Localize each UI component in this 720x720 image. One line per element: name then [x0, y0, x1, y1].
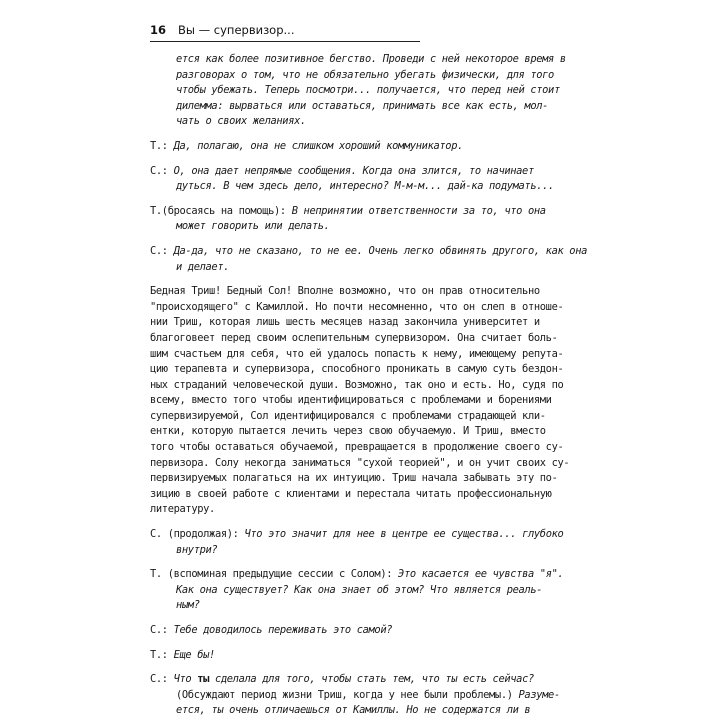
roman-text: С. (продолжая): [150, 528, 245, 541]
text-line [150, 543, 545, 559]
paragraph-gap [150, 558, 545, 567]
text-line [150, 471, 558, 487]
italic-text: чтобы убежать. Теперь посмотри... получается, что перед ней стоит [176, 84, 560, 97]
text-line [150, 393, 552, 409]
italic-text: разговорах о том, что не обязательно убегать физически, для того [176, 68, 554, 81]
roman-text: С.: [150, 624, 174, 636]
text-line [150, 623, 545, 639]
italic-text: Разуме- [518, 688, 560, 701]
page-body [150, 52, 588, 719]
roman-text: С.: [150, 244, 174, 257]
paragraph [150, 672, 560, 719]
text-line [150, 672, 545, 688]
bold-text: ты [197, 673, 210, 686]
text-line [150, 583, 545, 599]
roman-text: Т.: [150, 139, 174, 152]
text-line [150, 244, 588, 260]
roman-text: зицию в своей работе с клиентами и перестала читать профессиональную [150, 487, 552, 500]
italic-text: сделала для того, чтобы стать тем, что ты есть сейчас? [209, 673, 534, 686]
paragraph-gap [150, 155, 545, 164]
text-line [150, 567, 564, 583]
italic-text: В непринятии ответственности за то, что она [291, 204, 546, 217]
text-line [150, 502, 545, 518]
roman-text: Бедная Триш! Бедный Сол! Вполне возможно, что он прав относительно [150, 285, 540, 298]
italic-text: Тебе доводилось переживать это самой? [173, 624, 393, 636]
text-line [150, 598, 545, 614]
italic-text: О, она дает непрямые сообщения. Когда она злится, то начинает [173, 164, 534, 177]
roman-text: ных страданий человеческой души. Возможно, так оно и есть. Но, судя по [150, 378, 564, 391]
italic-text: чать о своих желаниях. [176, 115, 306, 128]
italic-text: и делает. [176, 260, 230, 273]
paragraph-gap [150, 195, 545, 204]
italic-text: Да-да, что не сказано, то не ее. Очень легко обвинять другого, как она [173, 244, 588, 257]
roman-text: всему, вместо того чтобы идентифицироваться с проблемами и борениями [150, 394, 552, 407]
text-line [150, 114, 545, 130]
paragraph [150, 648, 545, 664]
text-line [150, 378, 564, 394]
text-line [150, 487, 552, 503]
roman-text: Т.: [150, 648, 174, 661]
paragraph [150, 623, 545, 639]
roman-text: нии Триш, которая лишь шесть месяцев назад закончила университет и [150, 316, 540, 329]
italic-text: Еще бы! [173, 648, 215, 661]
italic-text: внутри? [176, 543, 218, 556]
text-line [150, 204, 545, 220]
paragraph [150, 284, 570, 518]
paragraph-gap [150, 235, 545, 244]
italic-text: может говорить или делать. [176, 220, 330, 233]
text-line [150, 688, 560, 704]
text-line [150, 409, 545, 425]
paragraph [150, 139, 545, 155]
roman-text: С.: [150, 673, 174, 686]
text-line [150, 284, 545, 300]
roman-text: шим счастьем для себя, что ей удалось попасть к нему, имеющему репута- [150, 347, 564, 360]
text-line [150, 347, 564, 363]
paragraph [150, 567, 564, 614]
italic-text: Да, полагаю, она не слишком хороший коммуникатор. [173, 139, 464, 152]
paragraph-gap [150, 275, 545, 284]
text-line [150, 219, 545, 235]
running-head [150, 22, 420, 42]
roman-text: (Обсуждают период жизни Триш, когда у нее были проблемы.) [176, 688, 519, 701]
italic-text: дилемма: вырваться или оставаться, принимать все как есть, мол- [176, 99, 549, 112]
text-line [150, 527, 564, 543]
paragraph [150, 204, 545, 235]
roman-text: цию терапевта и супервизора, способного проникать в самую суть бездон- [150, 363, 564, 376]
text-line [150, 300, 564, 316]
roman-text: Т.(бросаясь на помощь): [150, 204, 292, 217]
italic-text: ным? [176, 599, 200, 612]
text-line [150, 456, 570, 472]
text-line [150, 139, 545, 155]
text-line [150, 362, 564, 378]
text-line [150, 703, 545, 719]
roman-text: первизора. Солу некогда заниматься "сухой теорией", и он учит своих су- [150, 456, 570, 469]
roman-text: ентки, которую пытается лечить через свою обучаемую. И Триш, вместо [150, 425, 546, 438]
text-line [150, 424, 545, 440]
italic-text: Что [173, 673, 198, 686]
text-line [150, 331, 558, 347]
paragraph [150, 527, 564, 558]
text-line [150, 164, 545, 180]
roman-text: С.: [150, 164, 174, 177]
roman-text: "происходящего" с Камиллой. Но почти несомненно, что он слеп в отноше- [150, 300, 564, 313]
roman-text: литературу. [150, 503, 215, 516]
italic-text: ется как более позитивное бегство. Проведи с ней некоторое время в [176, 53, 566, 65]
text-line [150, 68, 554, 84]
book-page [150, 22, 588, 717]
roman-text: супервизируемой, Сол идентифицировался с проблемами страдающей кли- [150, 409, 546, 422]
text-line [150, 52, 566, 68]
page-number: 16 [150, 23, 167, 37]
text-line [150, 315, 545, 331]
roman-text: первизируемых полагаться на их интуицию. Триш начала забывать эту по- [150, 472, 558, 485]
italic-text: Что это значит для нее в центре ее существа... глубоко [244, 528, 564, 541]
paragraph [150, 244, 588, 275]
text-line [150, 83, 560, 99]
paragraph [150, 52, 566, 130]
text-line [150, 99, 549, 115]
italic-text: дуться. В чем здесь дело, интересно? М-м-м... дай-ка подумать... [176, 180, 554, 193]
text-line [150, 179, 554, 195]
italic-text: Как она существует? Как она знает об этом? Что является реаль- [176, 583, 543, 596]
italic-text: Это касается ее чувства "я". [398, 568, 564, 581]
paragraph-gap [150, 130, 545, 139]
paragraph-gap [150, 639, 545, 648]
paragraph-gap [150, 614, 545, 623]
italic-text: ется, ты очень отличаешься от Камиллы. Но не содержатся ли в [176, 704, 531, 717]
paragraph-gap [150, 663, 545, 672]
text-line [150, 648, 545, 664]
roman-text: того чтобы оставаться обучаемой, превращается в продолжение своего су- [150, 441, 564, 454]
running-title: Вы — супервизор... [178, 23, 295, 37]
roman-text: благоговеет перед своим ослепительным супервизором. Она считает боль- [150, 331, 558, 344]
text-line [150, 440, 564, 456]
paragraph-gap [150, 518, 545, 527]
roman-text: Т. (вспоминая предыдущие сессии с Солом): [150, 568, 399, 581]
paragraph [150, 164, 554, 195]
text-line [150, 260, 545, 276]
